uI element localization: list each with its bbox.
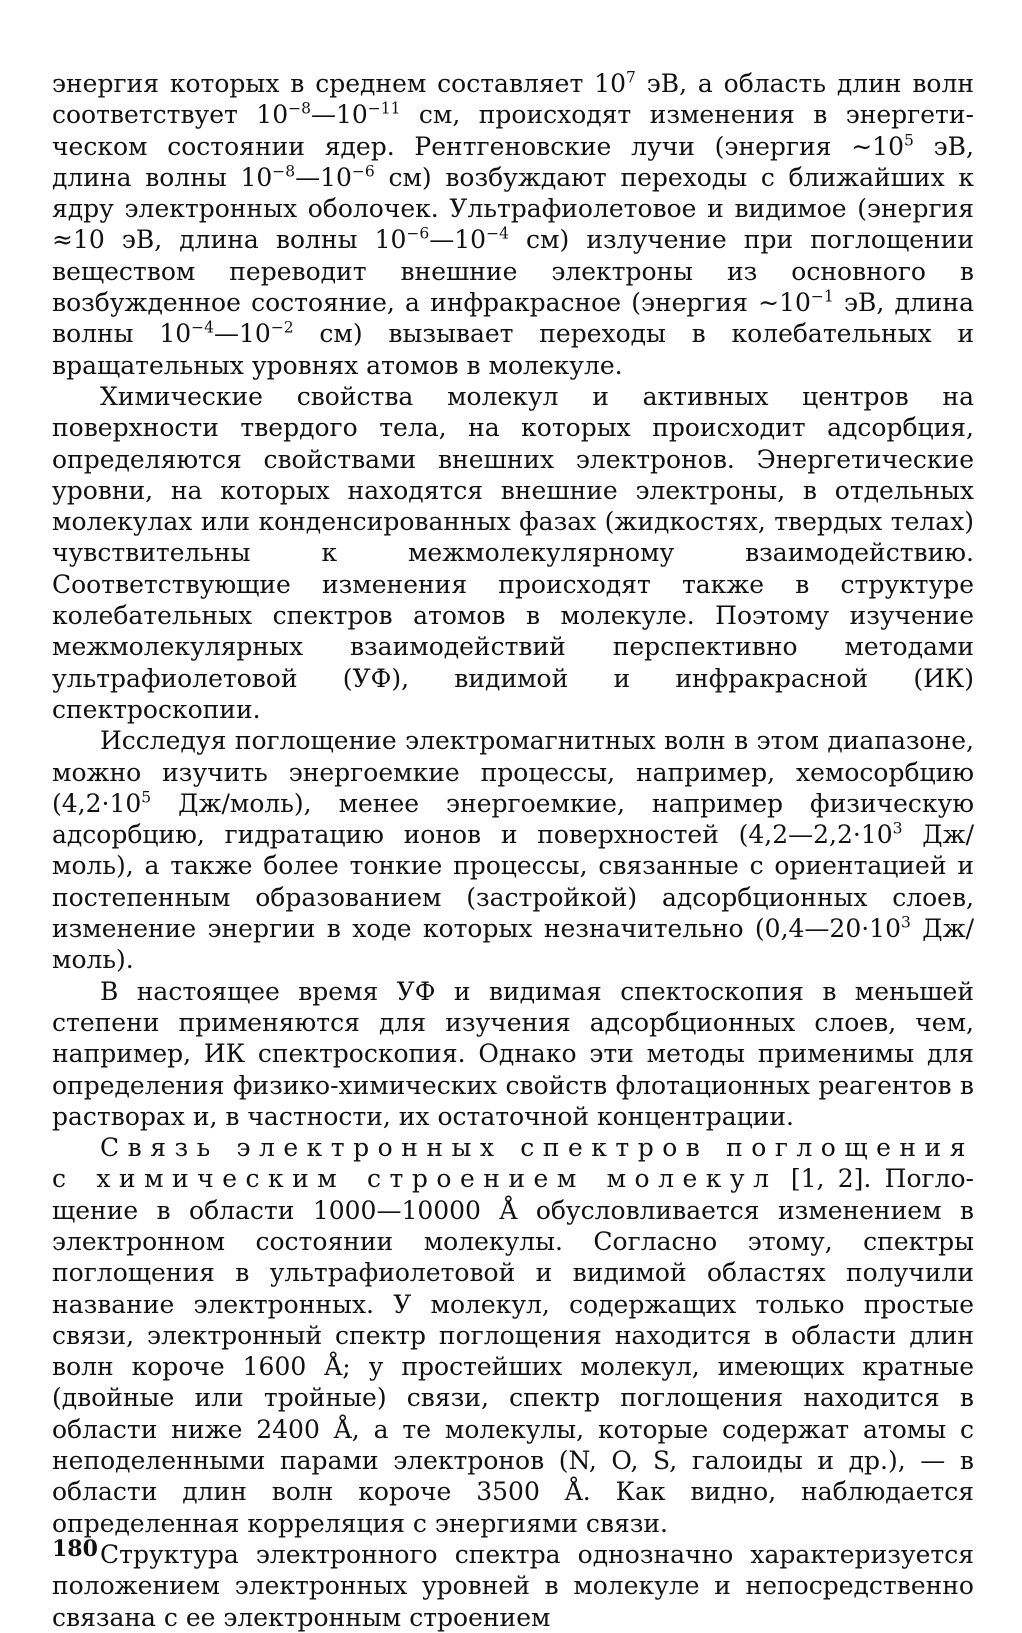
text-run: —10 — [310, 100, 368, 130]
superscript: −11 — [367, 99, 401, 118]
text-run: см, происходят изменения в энергетическом состоянии ядер. Рентгеновские лучи (энергия ∼10 — [52, 100, 974, 161]
superscript: −6 — [406, 224, 430, 243]
superscript: −1 — [810, 287, 834, 306]
text-run: В настоящее время УФ и видимая спектоскопия в меньшей степени применяются для изучения адсорбционных слоев, чем, например, ИК спектроскопия. Однако эти методы применимы для определения физико-химических свойств флотационных реагентов в растворах и, в частности, их остаточной концентрации. — [52, 976, 974, 1131]
text-run: энергия которых в среднем составляет 10 — [52, 69, 626, 98]
text-run: —10 — [295, 162, 352, 192]
superscript: 5 — [141, 788, 152, 807]
page-body — [52, 68, 974, 1633]
superscript: −6 — [351, 162, 375, 181]
superscript: −4 — [191, 318, 214, 337]
text-run: см) возбуждают переходы с ближайших к ядру электронных оболочек. Ультрафиолетовое и видимое (энергия ≈10 эВ, длина волны 10 — [52, 162, 974, 255]
superscript: 7 — [625, 68, 636, 87]
superscript: 5 — [904, 130, 914, 149]
paragraph-6 — [52, 1539, 974, 1633]
text-run: эВ, а область длин волн соответствует 10 — [52, 69, 974, 130]
text-run: [1, 2]. Поглощение в области 1000—10000 Å обусловливается изменением в электронном состоянии молекулы. Согласно этому, спектры поглощения в ультрафиолетовой и видимой областях получили название электронных. У молекул, содержащих только простые связи, электронный спектр поглощения находится в области длин волн короче 1600 Å; у простейших молекул, имеющих кратные (двойные или тройные) связи, спектр поглощения находится в области ниже 2400 Å, а те молекулы, которые содержат атомы с неподеленными парами электронов (N, O, S, галоиды и др.), — в области длин волн короче 3500 Å. Как видно, наблюдается определенная корреляция с энергиями связи. — [52, 1164, 974, 1538]
text-run: —10 — [214, 319, 271, 349]
superscript: 3 — [901, 913, 911, 932]
text-run: Дж/моль). — [52, 914, 974, 975]
paragraph-2 — [52, 381, 974, 725]
text-run: Исследуя поглощение электромагнитных волн в этом диапазоне, можно изучить энергоемкие процессы, например, хемосорбцию (4,2·10 — [52, 726, 974, 818]
text-run: эВ, длина волны 10 — [52, 288, 974, 349]
text-run: эВ, длина волны 10 — [52, 131, 974, 192]
text-run: Дж/моль), менее энергоемкие, например физическую адсорбцию, гидратацию ионов и поверхностей (4,2—2,2·10 — [52, 788, 974, 850]
text-run: Дж/моль), а также более тонкие процессы, связанные с ориентацией и постепенным образованием (застройкой) адсорбционных слоев, изменение энергии в ходе которых незначительно (0,4—20·10 — [52, 820, 974, 944]
text-run: см) вызывает переходы в колебательных и вращательных уровнях атомов в молекуле. — [52, 319, 975, 380]
superscript: 3 — [892, 819, 903, 838]
text-run: —10 — [429, 225, 487, 255]
page-number: 180 — [52, 1536, 98, 1562]
paragraph-3 — [52, 725, 974, 975]
paragraph-4 — [52, 976, 974, 1132]
paragraph-1 — [52, 68, 974, 381]
superscript: −8 — [272, 162, 296, 181]
spaced-heading-run: Связь электронных спектров поглощения с химическим строением молекул — [52, 1133, 974, 1194]
text-run: Химические свойства молекул и активных центров на поверхности твердого тела, на которых происходит адсорбция, определяются свойствами внешних электронов. Энергетические уровни, на которых находятся внешние электроны, в отдельных молекулах или конденсированных фазах (жидкостях, твердых телах) чувствительны к межмолекулярному взаимодействию. Соответствующие изменения происходят также в структуре колебательных спектров атомов в молекуле. Поэтому изучение межмолекулярных взаимодействий перспективно методами ультрафиолетовой (УФ), видимой и инфракрасной (ИК) спектроскопии. — [52, 381, 974, 724]
superscript: −2 — [270, 318, 294, 337]
text-run: см) излучение при поглощении веществом переводит внешние электроны из основного в возбужденное состояние, а инфракрасное (энергия ∼10 — [52, 225, 975, 318]
paragraph-5 — [52, 1132, 974, 1539]
text-run: Структура электронного спектра однозначно характеризуется положением электронных уровней в молекуле и непосредственно связана с ее электронным строением — [52, 1539, 974, 1632]
superscript: −4 — [486, 224, 509, 243]
superscript: −8 — [288, 99, 311, 118]
